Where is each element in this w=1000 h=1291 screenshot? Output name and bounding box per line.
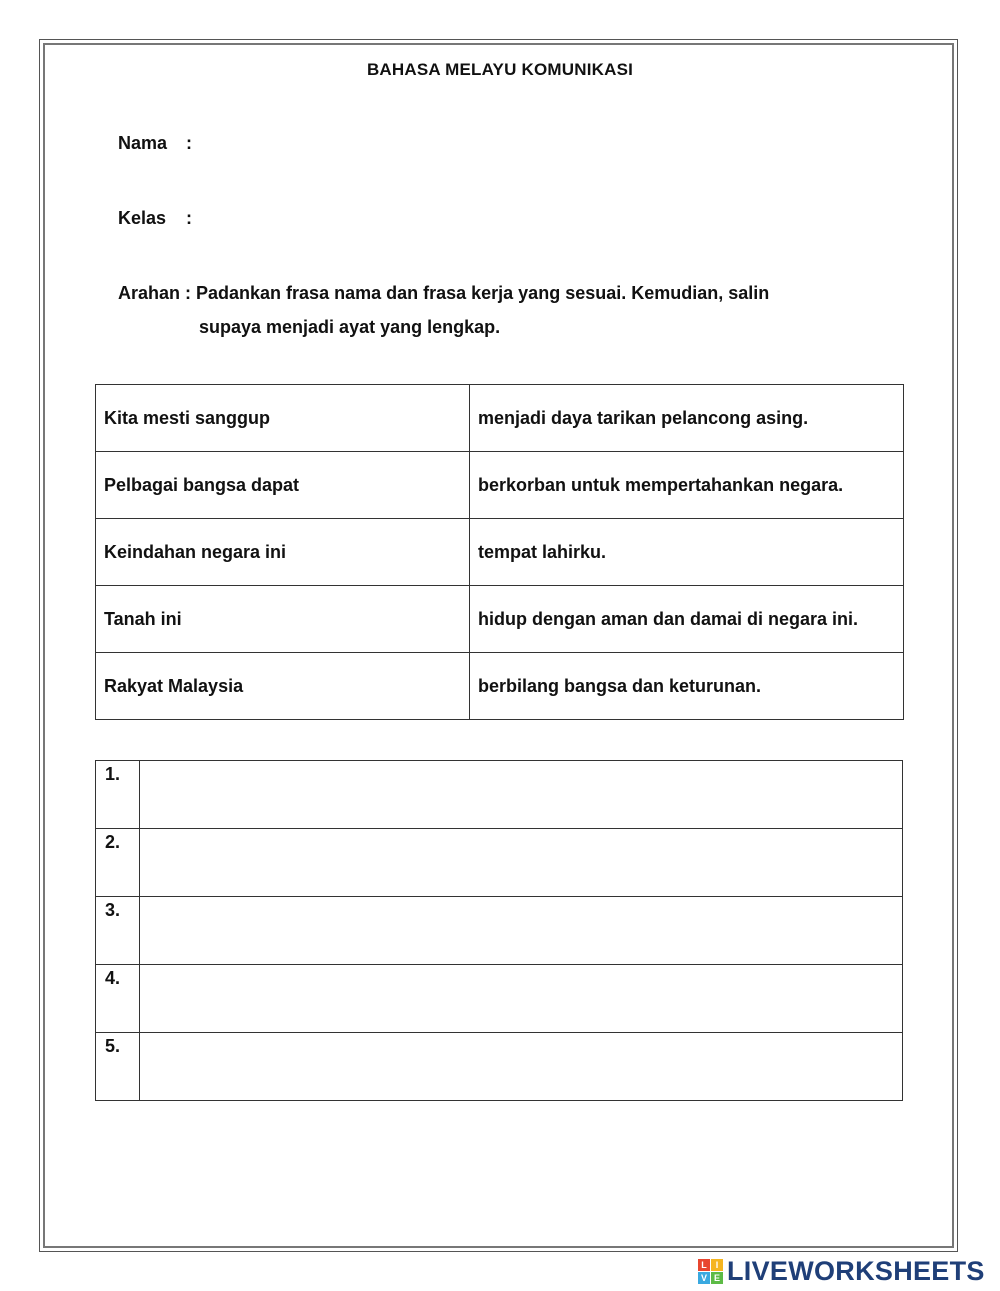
class-colon: : (186, 208, 192, 228)
name-field[interactable] (118, 133, 192, 154)
answer-input-3[interactable] (140, 897, 903, 965)
table-row (96, 385, 904, 452)
answer-input-1[interactable] (140, 761, 903, 829)
answer-row (96, 829, 903, 897)
logo-tile-v: V (698, 1272, 710, 1284)
answer-table (95, 760, 903, 1101)
noun-phrase-cell[interactable]: Pelbagai bangsa dapat (96, 452, 470, 519)
table-row (96, 586, 904, 653)
logo-tile-e: E (711, 1272, 723, 1284)
worksheet-title: BAHASA MELAYU KOMUNIKASI (366, 60, 634, 79)
liveworksheets-logo-icon (698, 1259, 723, 1284)
answer-row (96, 761, 903, 829)
matching-table (95, 384, 904, 720)
logo-tile-i: I (711, 1259, 723, 1271)
verb-phrase-cell[interactable]: menjadi daya tarikan pelancong asing. (470, 385, 904, 452)
instruction-line-2: supaya menjadi ayat yang lengkap. (199, 317, 501, 337)
noun-phrase-cell[interactable]: Tanah ini (96, 586, 470, 653)
verb-phrase-cell[interactable]: hidup dengan aman dan damai di negara ini. (470, 586, 904, 653)
answer-row (96, 1033, 903, 1101)
answer-input-5[interactable] (140, 1033, 903, 1101)
answer-number: 5. (96, 1033, 140, 1101)
noun-phrase-cell[interactable]: Rakyat Malaysia (96, 653, 470, 720)
answer-number: 2. (96, 829, 140, 897)
answer-row (96, 965, 903, 1033)
answer-input-4[interactable] (140, 965, 903, 1033)
answer-row (96, 897, 903, 965)
answer-number: 3. (96, 897, 140, 965)
liveworksheets-logo[interactable] (698, 1257, 985, 1285)
class-label: Kelas (118, 208, 167, 228)
name-colon: : (186, 133, 192, 153)
table-row (96, 653, 904, 720)
verb-phrase-cell[interactable]: berbilang bangsa dan keturunan. (470, 653, 904, 720)
verb-phrase-cell[interactable]: berkorban untuk mempertahankan negara. (470, 452, 904, 519)
logo-text: LIVEWORKSHEETS (727, 1255, 985, 1286)
answer-number: 1. (96, 761, 140, 829)
instruction-line-1: Arahan : Padankan frasa nama dan frasa kerja yang sesuai. Kemudian, salin (118, 283, 770, 303)
class-field[interactable] (118, 208, 192, 229)
verb-phrase-cell[interactable]: tempat lahirku. (470, 519, 904, 586)
table-row (96, 452, 904, 519)
noun-phrase-cell[interactable]: Keindahan negara ini (96, 519, 470, 586)
answer-input-2[interactable] (140, 829, 903, 897)
noun-phrase-cell[interactable]: Kita mesti sanggup (96, 385, 470, 452)
logo-tile-l: L (698, 1259, 710, 1271)
table-row (96, 519, 904, 586)
answer-number: 4. (96, 965, 140, 1033)
name-label: Nama (118, 133, 168, 153)
